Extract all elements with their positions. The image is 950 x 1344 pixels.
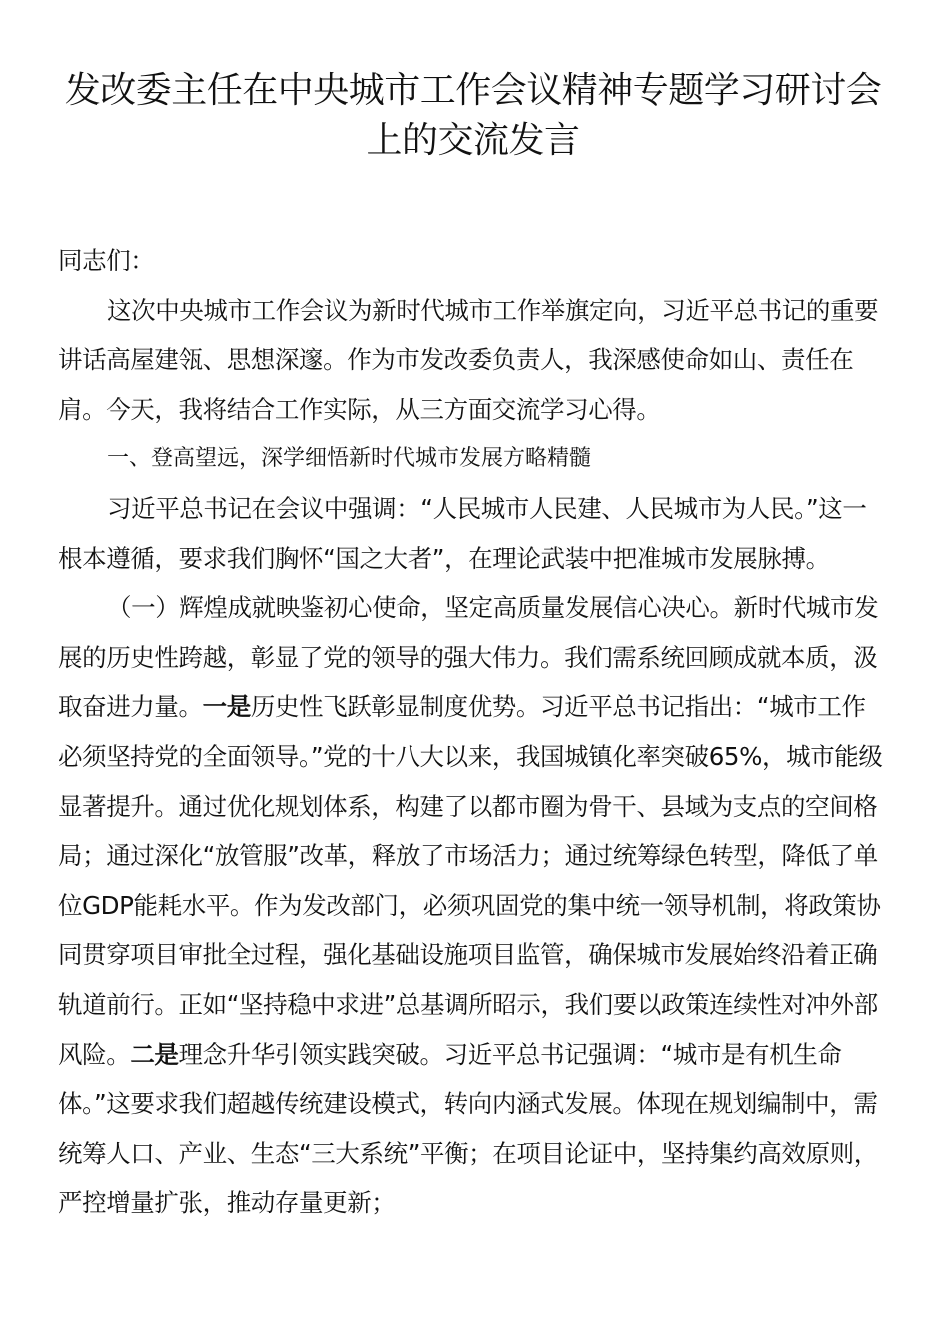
document-title	[58, 66, 888, 166]
title-line-2: 上的交流发言	[366, 120, 580, 161]
title-line-1: 发改委主任在中央城市工作会议精神专题学习研讨会	[64, 70, 882, 111]
point-2-text: 理念升华引领实践突破。习近平总书记强调：“城市是有机生命体。”这要求我们超越传统建设模式，转向内涵式发展。体现在规划编制中，需统筹人口、产业、生态“三大系统”平衡；在项目论证中，坚持集约高效原则，严控增量扩张，推动存量更新；	[58, 1039, 878, 1218]
subsection-1-head: （一）辉煌成就映鉴初心使命，坚定高质量发展信心决心。新时代城市发展的历史性跨越，彰显了党的领导的强大伟力。我们需系统回顾成就本质，汲取奋进力量。	[58, 593, 879, 722]
section-1-heading: 一、登高望远，深学细悟新时代城市发展方略精髓	[107, 446, 592, 472]
salutation: 同志们：	[58, 246, 155, 275]
point-1-text: 历史性飞跃彰显制度优势。习近平总书记指出：“城市工作必须坚持党的全面领导。”党的十八大以来，我国城镇化率突破65%，城市能级显著提升。通过优化规划体系，构建了以都市圈为骨干、县域为支点的空间格局；通过深化“放管服”改革，释放了市场活力；通过统筹绿色转型，降低了单位GDP能耗水平。作为发改部门，必须巩固党的集中统一领导机制，将政策协同贯穿项目审批全过程，强化基础设施项目监管，确保城市发展始终沿着正确轨道前行。正如“坚持稳中求进”总基调所昭示，我们要以政策连续性对冲外部风险。	[58, 692, 883, 1069]
section-1-lead-paragraph: 习近平总书记在会议中强调：“人民城市人民建、人民城市为人民。”这一根本遵循，要求我们胸怀“国之大者”，在理论武装中把准城市发展脉搏。	[58, 493, 867, 573]
point-2-label: 二是	[130, 1039, 179, 1069]
subsection-1-paragraph	[58, 583, 888, 1228]
document-body	[58, 236, 888, 1228]
intro-paragraph: 这次中央城市工作会议为新时代城市工作举旗定向，习近平总书记的重要讲话高屋建瓴、思想深邃。作为市发改委负责人，我深感使命如山、责任在肩。今天，我将结合工作实际，从三方面交流学习心得。	[58, 295, 879, 424]
point-1-label: 一是	[202, 692, 251, 722]
